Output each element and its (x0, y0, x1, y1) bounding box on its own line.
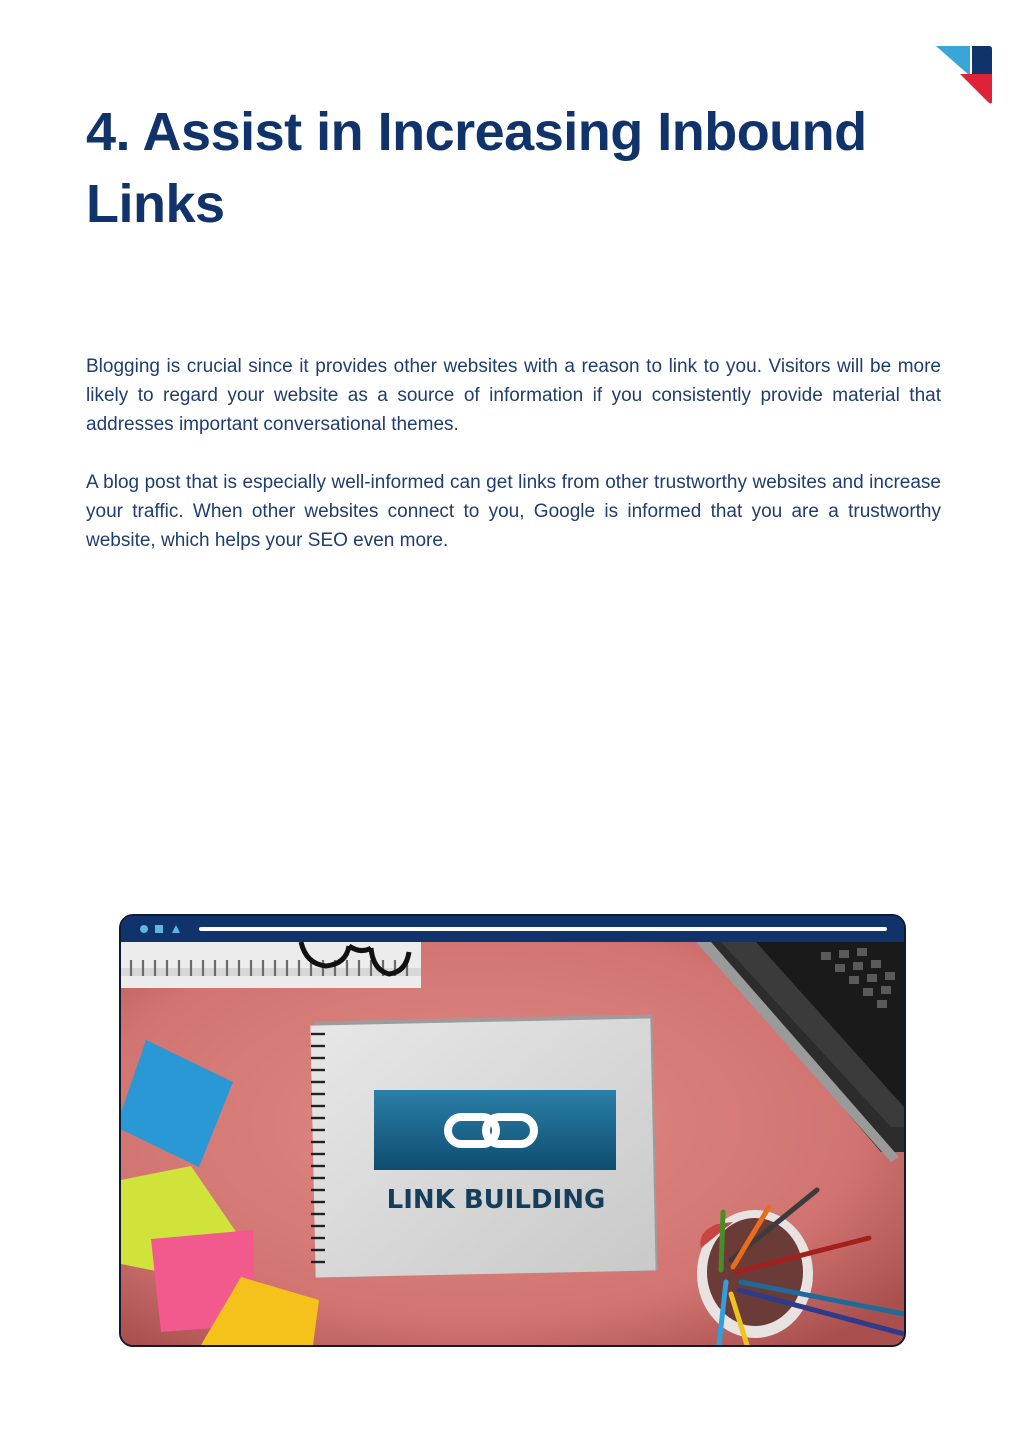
page-title: 4. Assist in Increasing Inbound Links (86, 102, 867, 234)
notebook-caption: LINK BUILDING (386, 1185, 606, 1215)
browser-window-image (119, 914, 906, 1347)
body-text (86, 352, 941, 584)
link-building-photo (121, 942, 904, 1345)
address-bar (199, 927, 887, 931)
paragraph-1: Blogging is crucial since it provides other websites with a reason to link to you. Visitors will be more likely to regard your website as a source of information if you consistently provide material that addresses important conversational themes. (86, 356, 941, 435)
paragraph-2: A blog post that is especially well-informed can get links from other trustworthy websites and increase your traffic. When other websites connect to you, Google is informed that you are a trustworthy website, which helps your SEO even more. (86, 472, 941, 551)
window-title-bar (121, 916, 904, 942)
circle-icon (140, 925, 148, 933)
link-building-notebook (310, 1014, 657, 1277)
square-icon (155, 925, 163, 933)
